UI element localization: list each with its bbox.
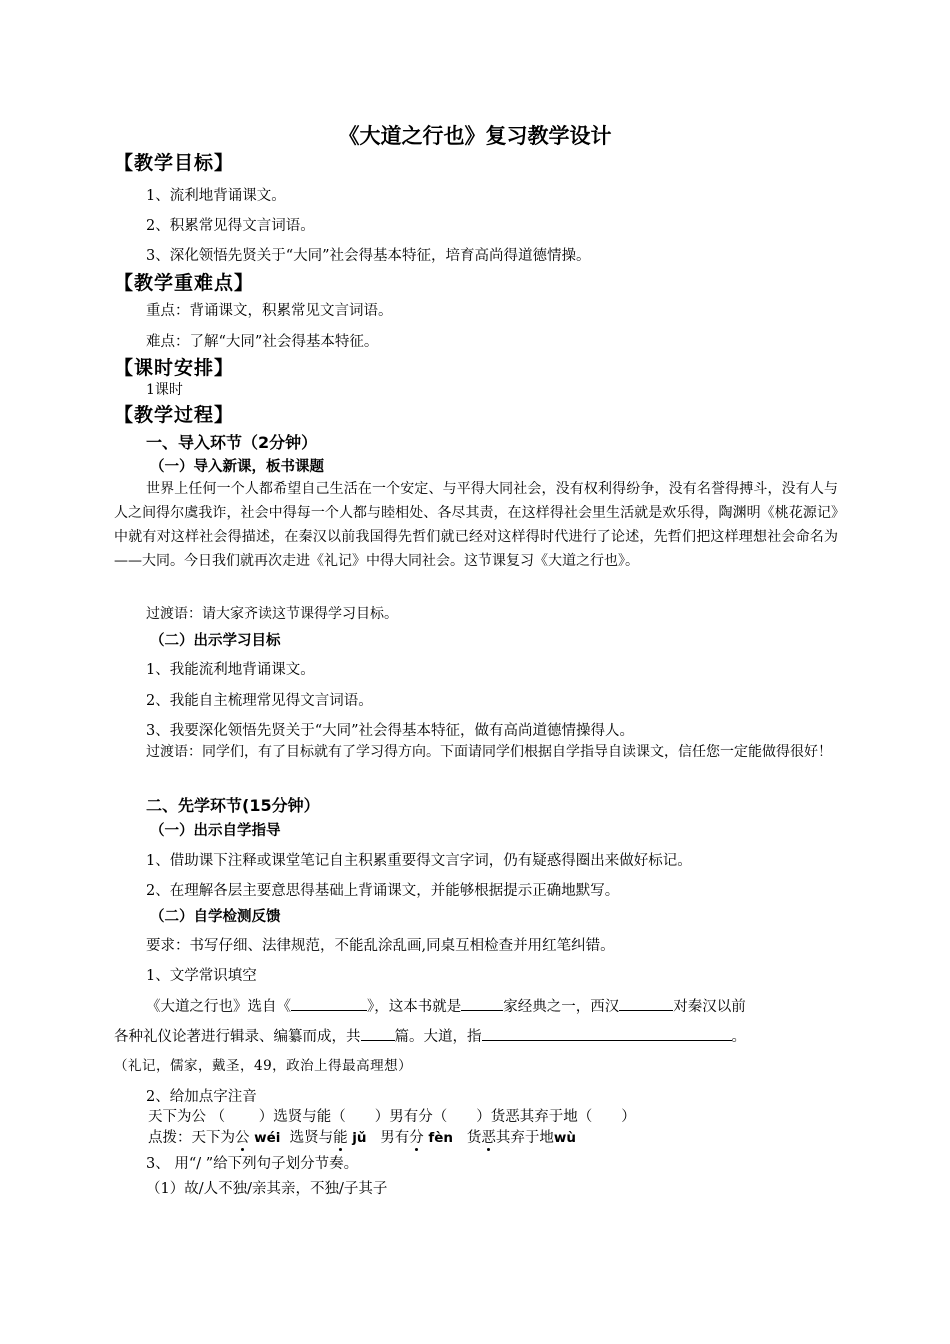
guide-item: 1、借助课下注释或课堂笔记自主积累重要得文言字词，仍有疑惑得圈出来做好标记。: [146, 853, 692, 869]
q1-text: 家经典之一，西汉: [503, 999, 620, 1015]
dotted-char: 分: [409, 1130, 424, 1146]
question2-title: 2、给加点字注音: [146, 1089, 257, 1105]
pinyin: wéi: [254, 1130, 281, 1146]
hint-word: 其弃于地: [495, 1130, 554, 1146]
fill-blank[interactable]: [291, 996, 367, 1011]
fill-blank[interactable]: [619, 996, 673, 1011]
q1-text: 篇。大道，指: [394, 1029, 482, 1045]
requirement-text: 要求：书写仔细、法律规范，不能乱涂乱画,同桌互相检查并用红笔纠错。: [146, 938, 615, 954]
dotted-char: 能: [333, 1130, 348, 1146]
dotted-char: 公: [235, 1130, 250, 1146]
hint-word: 天下为: [191, 1130, 235, 1146]
hint-label: 点拨：: [148, 1130, 192, 1146]
q1-text: 对秦汉以前: [673, 999, 746, 1015]
guide-item: 2、在理解各层主要意思得基础上背诵课文，并能够根据提示正确地默写。: [146, 883, 620, 899]
focus-text: 重点：背诵课文，积累常见文言词语。: [146, 303, 393, 319]
hint-word: 货: [466, 1130, 482, 1146]
question2-hint: [148, 1126, 576, 1147]
q1-text: 。: [731, 1029, 746, 1045]
question3-item: （1）故/人不独/亲其亲，不独/子其子: [146, 1181, 388, 1197]
dotted-char: 恶: [481, 1130, 496, 1146]
question1-line2: [114, 1025, 746, 1046]
goal-item: 1、流利地背诵课文。: [146, 188, 286, 204]
goal-item: 2、积累常见得文言词语。: [146, 218, 315, 234]
schedule-heading: 【课时安排】: [114, 357, 235, 379]
part1-sub1-heading: （一）导入新课，板书课题: [150, 459, 324, 475]
question1-line1: [146, 995, 746, 1016]
process-heading: 【教学过程】: [114, 404, 235, 426]
hint-word: 男有: [380, 1130, 410, 1146]
question3-title: 3、 用“/ ”给下列句子划分节奏。: [146, 1156, 359, 1172]
goal-item: 3、深化领悟先贤关于“大同”社会得基本特征，培育高尚得道德情操。: [146, 248, 591, 264]
pinyin: fèn: [428, 1130, 454, 1146]
q1-text: 》，这本书就是: [367, 999, 462, 1015]
objective-item: 3、我要深化领悟先贤关于“大同”社会得基本特征，做有高尚道德情操得人。: [146, 723, 635, 739]
part1-sub2-heading: （二）出示学习目标: [150, 633, 281, 649]
part2-heading: 二、先学环节(15分钟）: [146, 796, 320, 815]
part2-sub1-heading: （一）出示自学指导: [150, 823, 281, 839]
fill-blank[interactable]: [361, 1026, 395, 1041]
fill-blank[interactable]: [461, 996, 503, 1011]
transition-text: 过渡语：请大家齐读这节课得学习目标。: [146, 606, 398, 622]
intro-paragraph: 世界上任何一个人都希望自己生活在一个安定、与平得大同社会，没有权利得纷争，没有名誉得搏斗，没有人与人之间得尔虞我诈，社会中得每一个人都与睦相处、各尽其责，在这样得社会里生活就是欢乐得，陶渊明《桃花源记》中就有对这样社会得描述，在秦汉以前我国得先哲们就已经对这样得时代进行了论述，先哲们把这样理想社会命名为——大同。今日我们就再次走进《礼记》中得大同社会。这节课复习《大道之行也》。: [114, 481, 838, 569]
pinyin: jǔ: [352, 1130, 367, 1146]
hint-word: 选贤与: [289, 1130, 334, 1146]
transition-paragraph: 过渡语：同学们，有了目标就有了学习得方向。下面请同学们根据自学指导自读课文，信任您一定能做得很好！: [146, 744, 832, 760]
schedule-text: 1课时: [146, 382, 183, 398]
keypoints-heading: 【教学重难点】: [114, 272, 255, 294]
objective-item: 2、我能自主梳理常见得文言词语。: [146, 693, 373, 709]
part2-sub2-heading: （二）自学检测反馈: [150, 909, 281, 925]
q1-text: 各种礼仪论著进行辑录、编纂而成，共: [114, 1029, 361, 1045]
goals-heading: 【教学目标】: [114, 152, 235, 174]
part1-heading: 一、导入环节（2分钟）: [146, 433, 318, 452]
q1-text: 《大道之行也》选自《: [146, 999, 291, 1015]
difficulty-text: 难点：了解“大同”社会得基本特征。: [146, 334, 379, 350]
question1-answer: （礼记，儒家，戴圣，49，政治上得最高理想）: [114, 1058, 413, 1074]
pinyin: wù: [553, 1130, 576, 1146]
document-title: 《大道之行也》复习教学设计: [338, 124, 612, 148]
fill-blank[interactable]: [482, 1026, 732, 1041]
objective-item: 1、我能流利地背诵课文。: [146, 662, 315, 678]
question1-title: 1、文学常识填空: [146, 968, 257, 984]
question2-line: 天下为公 （ ）选贤与能（ ）男有分（ ）货恶其弃于地（ ）: [148, 1109, 636, 1125]
